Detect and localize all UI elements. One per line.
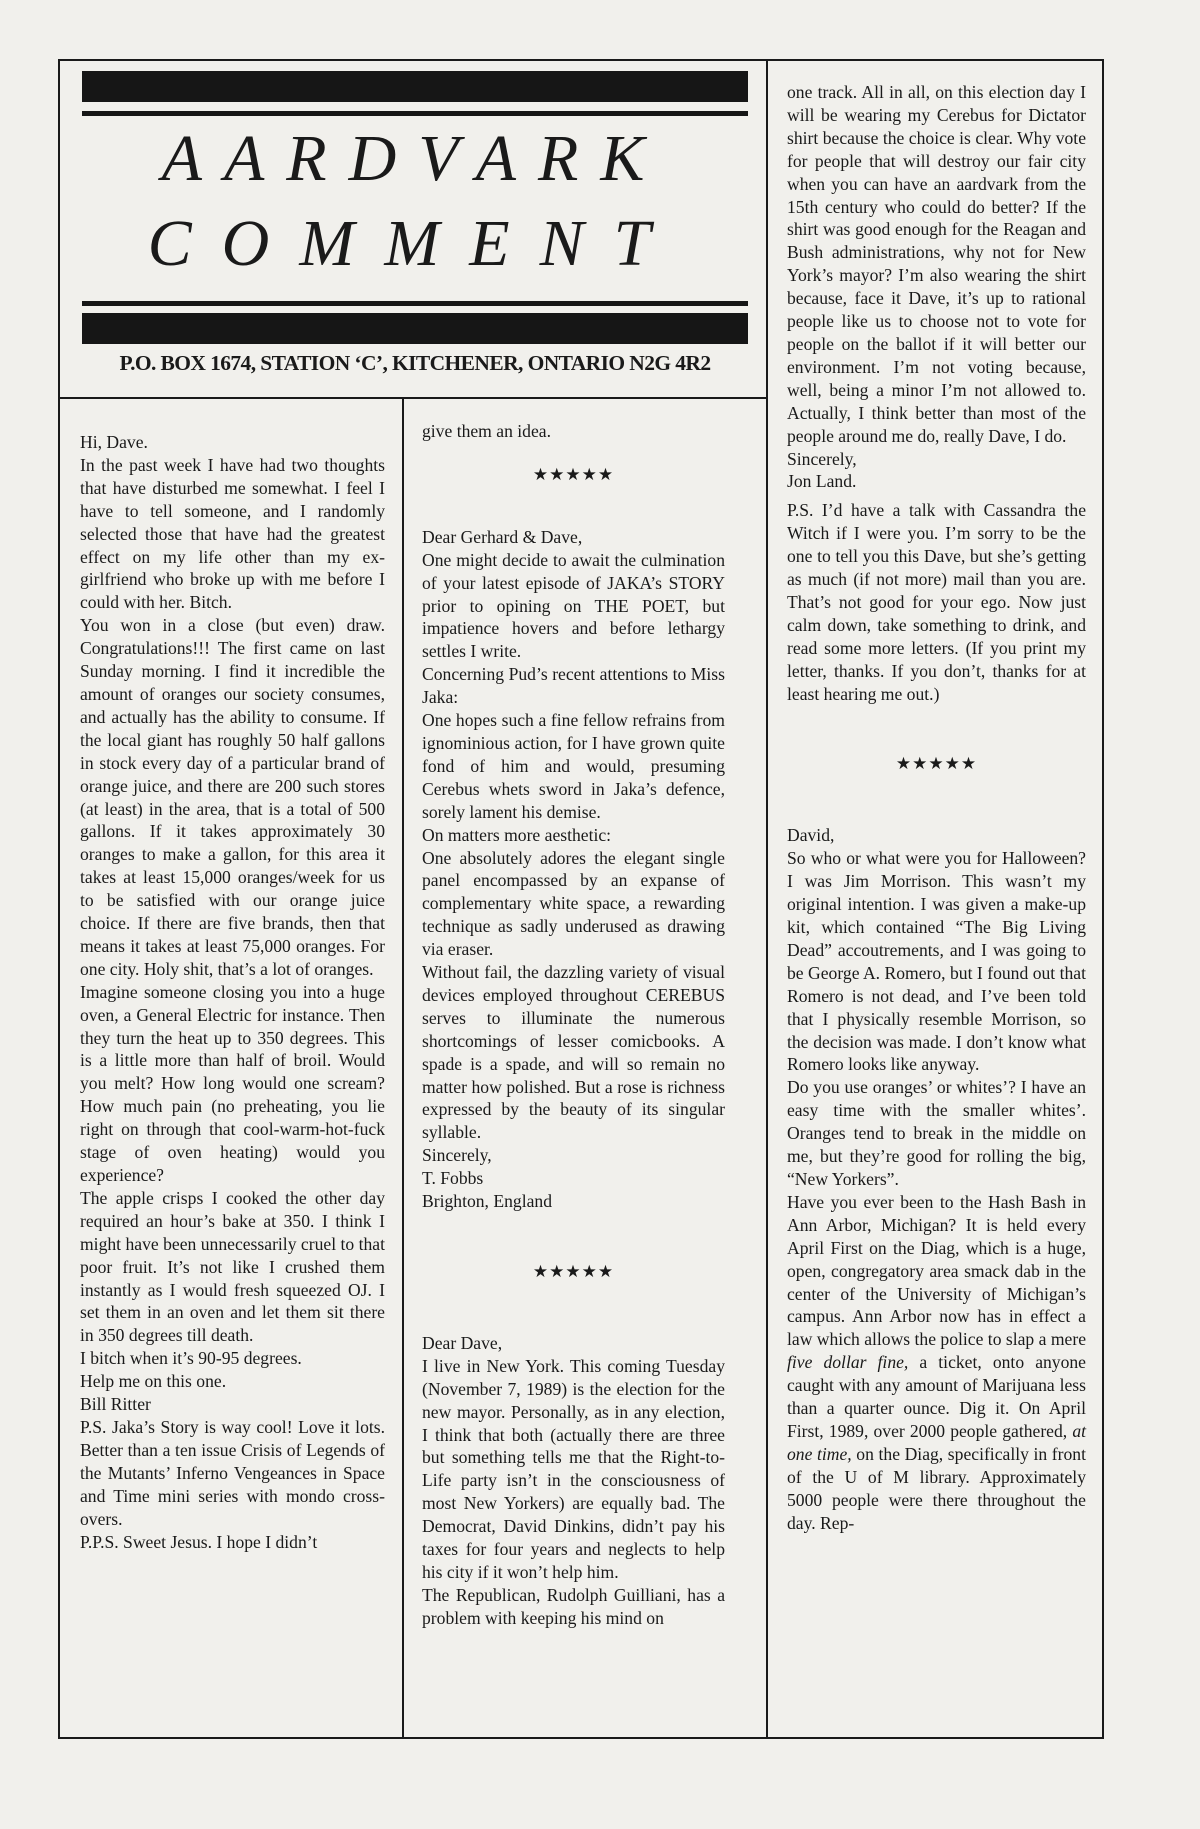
star-separator: ★★★★★	[532, 464, 615, 484]
letter-paragraph: Sincerely,	[422, 1145, 492, 1166]
letter-t-fobbs	[422, 526, 725, 1213]
letter-paragraph	[787, 1191, 1086, 1535]
text: on the Diag, specifically in front of the U of M library. Approximately 5000 people were there throughout the day. Rep-	[787, 1443, 1086, 1533]
letter-jon-land-continued	[787, 81, 1086, 493]
letter-paragraph: Jon Land.	[787, 471, 857, 492]
letter-paragraph: Concerning Pud’s recent attentions to Miss Jaka:	[422, 664, 725, 708]
text: Have you ever been to the Hash Bash in Ann Arbor, Michigan? It is held every April First on the Diag, which is a huge, open, congregatory area smack dab in the center of the University of Michigan’s campus. Ann Arbor now has in effect a law which allows the police to slap a mere	[787, 1191, 1086, 1350]
letter-paragraph: So who or what were you for Halloween? I was Jim Morrison. This wasn’t my original intention. I was given a make-up kit, which contained “The Big Living Dead” accoutrements, and I was going to be George A. Romero, but I found out that Romero is not dead, and I’ve been told that I physically resemble Morrison, so the decision was made. I don’t know what Romero looks like anyway.	[787, 848, 1086, 1075]
letter-paragraph: T. Fobbs	[422, 1168, 484, 1189]
letter-paragraph: In the past week I have had two thoughts that have disturbed me somewhat. I feel I have to tell someone, and I randomly selected those that have had the greatest effect on my life other than my ex-girlfriend who broke up with me before I could with her. Bitch.	[80, 454, 385, 613]
letter-paragraph: One might decide to await the culmination of your latest episode of JAKA’s STORY prior to opining on THE POET, but impatience hovers and before lethargy settles I write.	[422, 549, 725, 662]
letter-paragraph: one track. All in all, on this election day I will be wearing my Cerebus for Dictator shirt because the choice is clear. Why vote for people that will destroy our fair city when you can have an aardvark from the 15th century who could do better? If the shirt was good enough for the Reagan and Bush administrations, why not for New York’s mayor? I’m also wearing the shirt because, face it Dave, it’s up to rational people like us to choose not to vote for people on the ballot if it will better our environment. I’m not voting because, well, being a minor I’m not allowed to. Actually, I think better than most of the people around me do, really Dave, I do.	[787, 82, 1086, 446]
letter-paragraph: You won in a close (but even) draw. Congratulations!!! The first came on last Sunday morning. I find it incredible the amount of oranges our society consumes, and actually has the ability to consume. If the local giant has roughly 50 half gallons in stock every day of a particular brand of orange juice, and there are 200 such stores (at least) in the area, that is a total of 500 gallons. If it takes approximately 30 oranges to make a gallon, for this area it takes at least 15,000 oranges/week for us to be satisfied with our orange juice choice. If there are five brands, then that means it takes at least 75,000 oranges. For one city. Holy shit, that’s a lot of oranges.	[80, 615, 385, 979]
column-divider	[766, 61, 768, 1739]
letter-paragraph: Do you use oranges’ or whites’? I have an easy time with the smaller whites’. Oranges tend to break in the middle on me, but they’re good for rolling the big, “New Yorkers”.	[787, 1077, 1086, 1189]
letter-paragraph: Without fail, the dazzling variety of visual devices employed throughout CEREBUS serves to illuminate the numerous shortcomings of lesser comicbooks. A spade is a spade, and will so remain no matter how polished. But a rose is richness expressed by the beauty of its singular syllable.	[422, 962, 725, 1143]
letter-david	[787, 824, 1086, 1191]
letter-paragraph: David,	[787, 825, 835, 846]
masthead-title-aardvark: AARDVARK	[161, 122, 667, 195]
italic-text: five dollar fine,	[787, 1352, 909, 1373]
letter-paragraph: One absolutely adores the elegant single panel encompassed by an expanse of complementary white space, a rewarding technique as sadly underused as drawing via eraser.	[422, 847, 725, 960]
star-separator: ★★★★★	[532, 1262, 615, 1281]
italic-text: at one time,	[787, 1420, 1086, 1464]
masthead-title-comment: COMMENT	[147, 207, 681, 280]
column-divider	[402, 399, 404, 1739]
letter-jon-land	[422, 1332, 725, 1630]
letter-paragraph: I live in New York. This coming Tuesday (November 7, 1989) is the election for the new mayor. Personally, as in any election, I think that both (actually there are three but something tells me that the Right-to-Life party isn’t in the consciousness of most New Yorkers) are equally bad. The Democrat, David Dinkins, didn’t pay his taxes for four years and neglects to help his city if it won’t help him.	[422, 1355, 725, 1582]
letter-paragraph: Bill Ritter	[80, 1394, 151, 1415]
letter-paragraph: Imagine someone closing you into a huge oven, a General Electric for instance. Then they turn the heat up to 350 degrees. This is a little more than half of broil. Would you melt? How long would one scream? How much pain (no preheating, you lie right on through that cool-warm-hot-fuck stage of oven heating) would you experience?	[80, 981, 385, 1185]
postscript: P.S. I’d have a talk with Cassandra the Witch if I were you. I’m sorry to be the one to tell you this Dave, but she’s getting as much (if not more) mail than you are. That’s not good for your ego. Now just calm down, take something to drink, and read some more letters. (If you print my letter, thanks. If you don’t, thanks for at least hearing me out.)	[787, 500, 1086, 704]
letter-paragraph: On matters more aesthetic:	[422, 824, 612, 845]
text: a ticket, onto anyone caught with any amount of Marijuana less than a quarter ounce. Dig it. On April First, 1989, over 2000 people gathered,	[787, 1352, 1086, 1441]
letter-paragraph: I bitch when it’s 90-95 degrees.	[80, 1348, 302, 1369]
column-3	[787, 81, 1086, 1534]
column-2	[422, 420, 725, 1630]
letter-paragraph: One hopes such a fine fellow refrains from ignominious action, for I have grown quite fond of him and would, presuming Cerebus whets sword in Jaka’s defence, sorely lament his demise.	[422, 710, 725, 822]
masthead-bar	[82, 313, 748, 344]
star-separator: ★★★★★	[895, 754, 978, 774]
letter-paragraph: P.S. Jaka’s Story is way cool! Love it lots. Better than a ten issue Crisis of Legends of the Mutants’ Inferno Vengeances in Space and Time mini series with mondo cross-overs.	[80, 1416, 385, 1529]
masthead	[60, 61, 768, 399]
letter-paragraph: Brighton, England	[422, 1191, 552, 1212]
column-1	[80, 431, 385, 1553]
letter-paragraph: P.P.S. Sweet Jesus. I hope I didn’t	[80, 1531, 318, 1552]
letter-paragraph: Dear Dave,	[422, 1332, 503, 1353]
masthead-rule	[82, 111, 748, 116]
letter-paragraph: The Republican, Rudolph Guilliani, has a problem with keeping his mind on	[422, 1584, 725, 1628]
letter-paragraph: Hi, Dave.	[80, 432, 148, 452]
masthead-rule	[82, 301, 748, 306]
letter-paragraph: Dear Gerhard & Dave,	[422, 526, 583, 547]
letter-paragraph: The apple crisps I cooked the other day required an hour’s bake at 350. I think I might have been unnecessarily cruel to that poor fruit. It’s not like I crushed them instantly as I would fresh squeezed OJ. I set them in an oven and let them sit there in 350 degrees till death.	[80, 1187, 385, 1346]
letter-paragraph: give them an idea.	[422, 421, 551, 441]
letter-paragraph: Sincerely,	[787, 448, 857, 469]
mailing-address: P.O. BOX 1674, STATION ‘C’, KITCHENER, ONTARIO N2G 4R2	[119, 351, 711, 375]
masthead-bar	[82, 71, 748, 102]
letter-paragraph: Help me on this one.	[80, 1371, 227, 1392]
letters-page-frame	[58, 59, 1104, 1739]
